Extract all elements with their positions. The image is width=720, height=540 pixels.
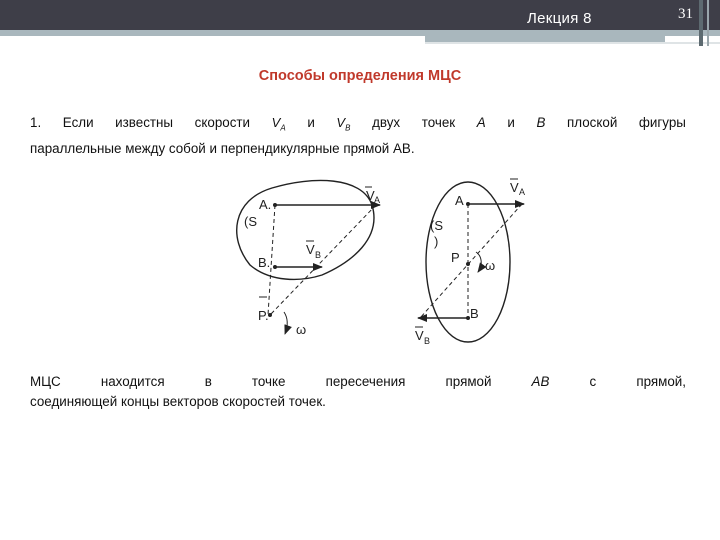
line-ends (270, 205, 376, 315)
label-va-sub-right: A (519, 187, 526, 197)
point-a-dot (273, 203, 277, 207)
text-plane-figure: плоской фигуры (567, 115, 686, 130)
point-a-dot-right (466, 202, 470, 206)
label-vb: V (306, 242, 315, 257)
figure-right (415, 179, 525, 346)
text-and: и (307, 115, 315, 130)
text-if-known: 1. Если известны скорости (30, 115, 251, 130)
label-b-right: B (470, 306, 479, 321)
label-vb-right: V (415, 328, 424, 343)
label-p-right: P (451, 250, 460, 265)
label-omega-right: ω (485, 258, 496, 273)
point-b-dot (273, 265, 277, 269)
word: с (589, 374, 597, 389)
text-and-2: и (507, 115, 515, 130)
slide-title: Способы определения МЦС (258, 68, 462, 84)
word: находится (100, 374, 165, 389)
page-number: 31 (678, 6, 693, 22)
label-omega: ω (296, 322, 307, 337)
label-vb-sub: B (315, 250, 322, 260)
label-a: A. (259, 197, 272, 212)
velocity-a-letter: V (271, 115, 281, 130)
point-b-label: B (536, 115, 546, 130)
omega-arc (284, 312, 287, 334)
label-s-right: (S (430, 218, 443, 233)
label-va-right: V (510, 180, 519, 195)
word: прямой, (636, 374, 686, 389)
word: точке (251, 374, 286, 389)
velocity-b-letter: V (336, 115, 346, 130)
paragraph-condition-line2: параллельные между собой и перпендикулярные прямой AB. (30, 140, 415, 156)
word: прямой (445, 374, 492, 389)
velocity-b-subscript: B (345, 123, 351, 133)
word-ab: AB (531, 374, 550, 389)
label-va-sub: A (374, 195, 381, 205)
label-vb-sub-right: B (424, 336, 431, 346)
label-s-close-right: ) (434, 234, 439, 249)
label-va: V (366, 188, 375, 203)
velocity-a-subscript: A (280, 123, 286, 133)
label-b: B. (258, 255, 271, 270)
point-a-label: A (476, 115, 486, 130)
omega-arc-right (476, 252, 481, 272)
paragraph-conclusion-line2: соединяющей концы векторов скоростей точек. (30, 394, 326, 409)
figure-left (237, 180, 380, 337)
word: пересечения (325, 374, 406, 389)
label-p: P. (258, 308, 269, 323)
word: МЦС (30, 374, 61, 389)
lecture-label: Лекция 8 (527, 10, 592, 27)
label-s: (S (244, 214, 257, 229)
point-p-dot-right (466, 262, 470, 266)
label-a-right: A (455, 193, 464, 208)
word: в (204, 374, 212, 389)
text-two-points: двух точек (372, 115, 456, 130)
